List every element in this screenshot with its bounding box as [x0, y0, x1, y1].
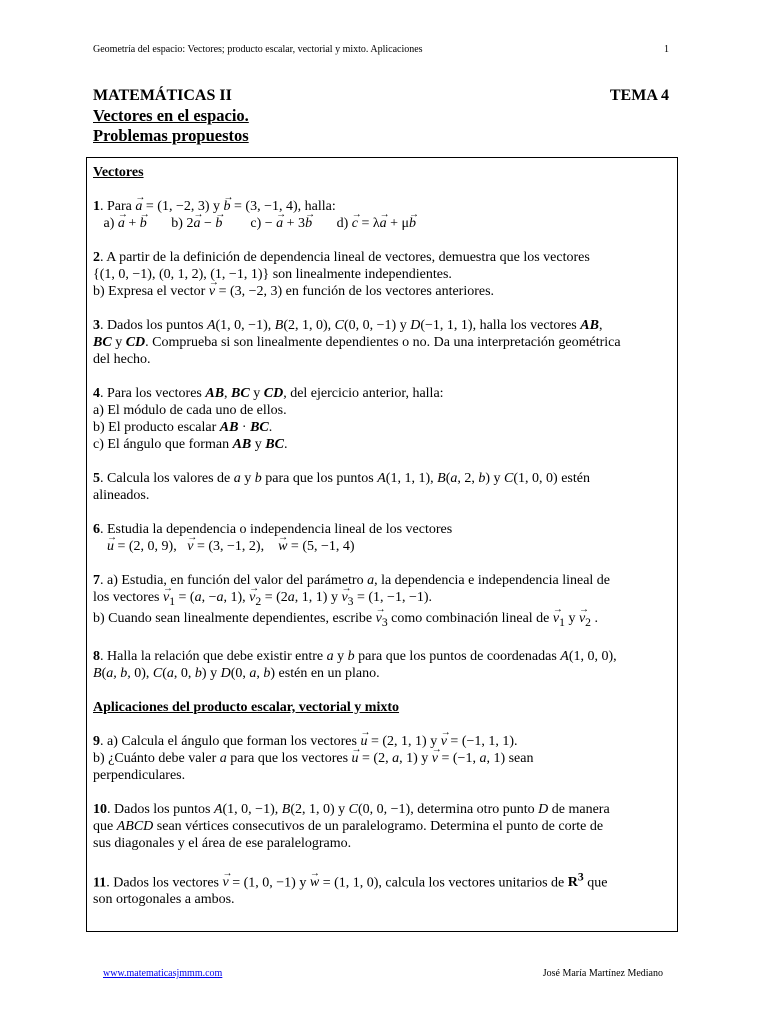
- problem-1: 1. Para → a = (1, −2, 3) y → b = (3, −1, 4), halla: a) → a + → b b) 2→ a − → b c) − → a + 3→ b d) → c = λ→ a + μ→ b: [93, 198, 671, 232]
- problem-2: 2. A partir de la definición de dependencia lineal de vectores, demuestra que los vectores {(1, 0, −1), (0, 1, 2), (1, −1, 1)} son linealmente independientes. b) Expresa el vector → v = (3, −2, 3) en función de los vectores anteriores.: [93, 249, 671, 300]
- page-subtitle: Problemas propuestos: [93, 126, 249, 145]
- problem-7: 7. a) Estudia, en función del valor del parámetro a, la dependencia e independencia lineal de los vectores → $v_1 = (a$, −a, 1), → $v_2 = (2a$, 1, 1) $y \to v_3 = (1$, −1, −1). b) Cuando sean linealmente dependientes, escribe → $v_3$ como combinación lineal de → $v_1$ $y \to v_2$ .: [93, 572, 671, 631]
- problem-8: 8. Halla la relación que debe existir entre a y b para que los puntos de coordenadas A(1, 0, 0), B(a, b, 0), C(a, 0, b) y D(0, a, b) estén en un plano.: [93, 648, 617, 681]
- subject-title: MATEMÁTICAS II: [93, 87, 232, 104]
- problem-9: 9. a) Calcula el ángulo que forman los vectores → u = (2, 1, 1) y → v = (−1, 1, 1). b) ¿Cuánto debe valer a para que los vectores → u = (2, a, 1) y → v = (−1, a, 1) sean perpendiculares.: [93, 733, 671, 784]
- problem-3: 3. Dados los puntos A(1, 0, −1), B(2, 1, 0), C(0, 0, −1) y D(−1, 1, 1), halla los vectores AB, BC y CD. Comprueba si son linealmente dependientes o no. Da una interpretación geométrica del hecho.: [93, 318, 621, 367]
- problems-content: [93, 164, 671, 908]
- problem-11: 11. Dados los vectores → v = (1, 0, −1) y → w = (1, 1, 0), calcula los vectores unitarios de $R^3$ que son ortogonales a ambos.: [93, 869, 671, 909]
- website-link[interactable]: www.matematicasjmmm.com: [103, 968, 223, 979]
- tema-label: TEMA 4: [609, 87, 669, 104]
- problem-5: 5. Calcula los valores de a y b para que los puntos A(1, 1, 1), B(a, 2, b) y C(1, 0, 0) estén alineados.: [93, 471, 590, 503]
- page-number: 1: [664, 44, 669, 55]
- page-footer: [103, 968, 663, 979]
- section-heading-vectores: Vectores: [93, 165, 144, 180]
- problem-10: 10. Dados los puntos A(1, 0, −1), B(2, 1, 0) y C(0, 0, −1), determina otro punto D de manera que ABCD sean vértices consecutivos de un paralelogramo. Determina el punto de corte de sus diagonales y el área de ese paralelogramo.: [93, 801, 610, 851]
- title-row: [93, 87, 669, 105]
- section-heading-aplicaciones: Aplicaciones del producto escalar, vectorial y mixto: [93, 699, 400, 715]
- problem-6: 6. Estudia la dependencia o independencia lineal de los vectores → u = (2, 0, 9), → v = (3, −1, 2), → w = (5, −1, 4): [93, 521, 671, 555]
- author-name: José María Martínez Mediano: [542, 968, 663, 979]
- running-header: [93, 44, 669, 55]
- problem-4: 4. Para los vectores AB, BC y CD, del ejercicio anterior, halla: a) El módulo de cada uno de ellos. b) El producto escalar AB · BC. c) El ángulo que forman AB y BC.: [93, 386, 444, 452]
- running-title: Geometría del espacio: Vectores; producto escalar, vectorial y mixto. Aplicaciones: [93, 44, 423, 55]
- page-title: Vectores en el espacio.: [93, 106, 249, 125]
